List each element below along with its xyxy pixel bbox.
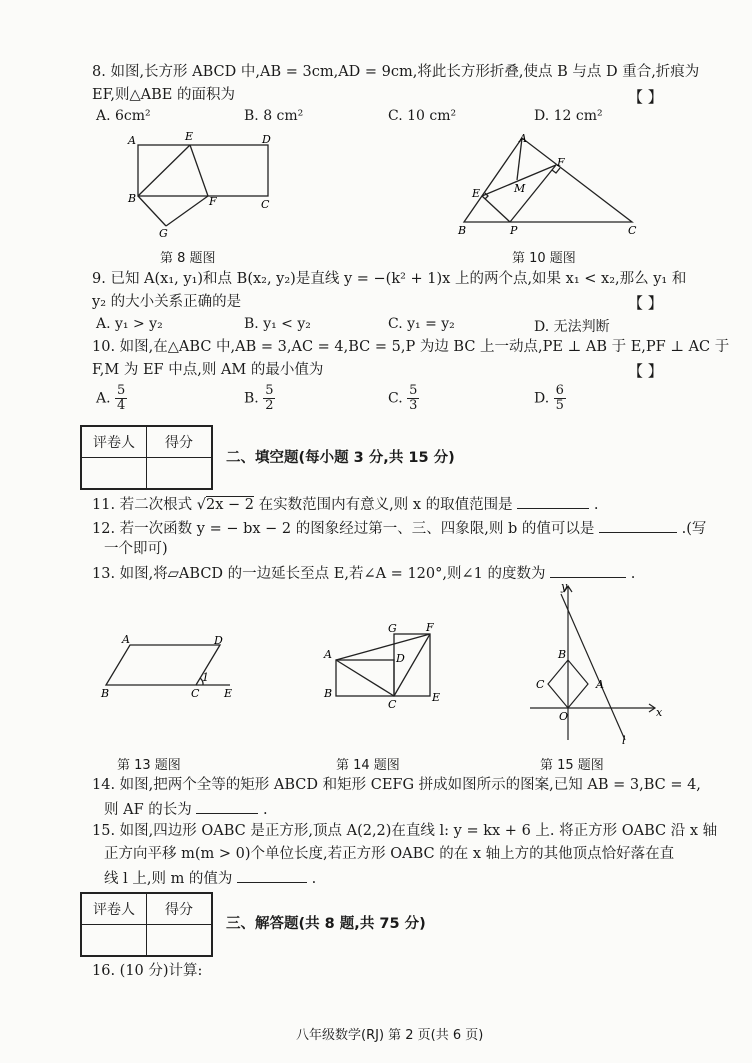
fig10-label-a: A bbox=[519, 132, 527, 145]
q10-option-a-letter: A. bbox=[96, 390, 111, 407]
q9-answer-bracket: 【 】 bbox=[628, 294, 663, 312]
score-box-score-header: 得分 bbox=[147, 427, 212, 458]
fig13-label-d: D bbox=[214, 634, 223, 647]
q8-option-b: B. 8 cm² bbox=[244, 108, 304, 124]
fig14-label-e: E bbox=[432, 691, 441, 704]
q10-option-d-letter: D. bbox=[534, 390, 550, 407]
q10-stem-line2: F,M 为 EF 中点,则 AM 的最小值为 bbox=[92, 362, 324, 378]
q8-option-d: D. 12 cm² bbox=[534, 108, 603, 124]
q15-text: 线 l 上,则 m 的值为 bbox=[104, 871, 233, 887]
q10-option-a-denominator: 4 bbox=[117, 398, 126, 413]
q10-option-b-letter: B. bbox=[244, 390, 259, 407]
fig15-label-a: A bbox=[596, 678, 604, 691]
q13-text: 13. 如图,将▱ABCD 的一边延长至点 E,若∠A = 120°,则∠1 的度数为 bbox=[92, 566, 546, 582]
q8-stem-line2: EF,则△ABE 的面积为 bbox=[92, 87, 235, 103]
figure-8 bbox=[120, 128, 290, 240]
q11-text-pre: 11. 若二次根式 bbox=[92, 497, 193, 513]
q9-stem-line2: y₂ 的大小关系正确的是 bbox=[92, 294, 242, 310]
q10-option-d bbox=[534, 384, 566, 413]
q12-stem-line1 bbox=[92, 518, 706, 538]
q11-stem bbox=[92, 494, 598, 514]
q10-option-d-denominator: 5 bbox=[555, 398, 564, 413]
score-box-reviewer-cell[interactable] bbox=[82, 925, 147, 956]
section-2-heading: 二、填空题(每小题 3 分,共 15 分) bbox=[226, 450, 455, 466]
fig10-label-f: F bbox=[557, 156, 565, 169]
q9-option-a: A. y₁ > y₂ bbox=[96, 316, 163, 332]
fig10-label-b: B bbox=[458, 224, 467, 237]
fig14-caption: 第 14 题图 bbox=[336, 758, 400, 773]
q9-option-c: C. y₁ = y₂ bbox=[388, 316, 455, 332]
q10-option-d-numerator: 6 bbox=[555, 383, 564, 398]
q8-option-c: C. 10 cm² bbox=[388, 108, 457, 124]
section-3-heading: 三、解答题(共 8 题,共 75 分) bbox=[226, 916, 426, 932]
fig14-label-c: C bbox=[388, 698, 397, 710]
fig8-label-d: D bbox=[262, 133, 271, 146]
fig8-label-b: B bbox=[128, 192, 137, 205]
score-box-reviewer-header: 评卷人 bbox=[82, 427, 147, 458]
fig13-label-e: E bbox=[224, 687, 233, 700]
figure-14 bbox=[318, 618, 448, 710]
score-box-reviewer-cell[interactable] bbox=[82, 458, 147, 489]
q9-option-d: D. 无法判断 bbox=[534, 319, 610, 335]
q11-radicand: 2x − 2 bbox=[206, 497, 255, 513]
score-box-section-3 bbox=[80, 892, 213, 957]
q12-text: 12. 若一次函数 y = − bx − 2 的图象经过第一、三、四象限,则 b 的值可以是 bbox=[92, 521, 595, 537]
q8-answer-bracket: 【 】 bbox=[628, 88, 663, 106]
q15-stem-line2: 正方向平移 m(m > 0)个单位长度,若正方形 OABC 的在 x 轴上方的其他顶点恰好落在直 bbox=[104, 846, 675, 862]
fig15-label-b: B bbox=[558, 648, 567, 661]
q10-option-a-fraction bbox=[115, 384, 127, 413]
fig8-label-a: A bbox=[128, 134, 136, 147]
fig8-label-c: C bbox=[261, 198, 270, 211]
fig8-label-g: G bbox=[159, 227, 168, 240]
fig13-label-b: B bbox=[101, 687, 110, 700]
fig14-label-d: D bbox=[396, 652, 405, 665]
q14-text: 则 AF 的长为 bbox=[104, 802, 192, 818]
q11-sqrt: √2x − 2 bbox=[196, 497, 255, 513]
score-box-score-cell[interactable] bbox=[147, 458, 212, 489]
q12-end: .(写 bbox=[681, 521, 707, 537]
q10-option-c-denominator: 3 bbox=[409, 398, 418, 413]
q15-stem-line1: 15. 如图,四边形 OABC 是正方形,顶点 A(2,2)在直线 l: y = kx + 6 上. 将正方形 OABC 沿 x 轴 bbox=[92, 823, 718, 839]
q10-option-c bbox=[388, 384, 419, 413]
fig13-label-a: A bbox=[122, 633, 130, 646]
fig15-label-y: y bbox=[561, 580, 568, 593]
fig14-label-f: F bbox=[426, 621, 434, 634]
q10-stem-line1: 10. 如图,在△ABC 中,AB = 3,AC = 4,BC = 5,P 为边 BC 上一动点,PE ⊥ AB 于 E,PF ⊥ AC 于 bbox=[92, 339, 730, 355]
score-box-reviewer-header: 评卷人 bbox=[82, 894, 147, 925]
score-box-score-header: 得分 bbox=[147, 894, 212, 925]
q15-end: . bbox=[311, 871, 317, 887]
fig14-label-b: B bbox=[324, 687, 333, 700]
q10-option-c-fraction bbox=[407, 384, 419, 413]
fig10-label-m: M bbox=[514, 182, 526, 195]
q14-stem-line1: 14. 如图,把两个全等的矩形 ABCD 和矩形 CEFG 拼成如图所示的图案,已知 AB = 3,BC = 4, bbox=[92, 777, 701, 793]
q16-stem: 16. (10 分)计算: bbox=[92, 963, 203, 979]
score-box-section-2 bbox=[80, 425, 213, 490]
fig8-caption: 第 8 题图 bbox=[160, 251, 216, 266]
fig15-caption: 第 15 题图 bbox=[540, 758, 604, 773]
q8-stem-line1: 8. 如图,长方形 ABCD 中,AB = 3cm,AD = 9cm,将此长方形折叠,使点 B 与点 D 重合,折痕为 bbox=[92, 64, 700, 80]
q11-text-post: 在实数范围内有意义,则 x 的取值范围是 bbox=[258, 497, 513, 513]
fig8-label-e: E bbox=[185, 130, 194, 143]
page-footer: 八年级数学(RJ) 第 2 页(共 6 页) bbox=[296, 1028, 484, 1043]
q10-option-c-letter: C. bbox=[388, 390, 403, 407]
figure-13 bbox=[98, 630, 243, 700]
q8-option-a: A. 6cm² bbox=[96, 108, 151, 124]
q13-end: . bbox=[630, 566, 636, 582]
q10-option-a-numerator: 5 bbox=[117, 383, 126, 398]
q14-stem-line2 bbox=[104, 799, 268, 819]
fig10-caption: 第 10 题图 bbox=[512, 251, 576, 266]
fig10-label-e: E bbox=[472, 187, 481, 200]
q12-answer-blank[interactable] bbox=[599, 518, 677, 533]
fig14-label-a: A bbox=[324, 648, 332, 661]
q10-option-b bbox=[244, 384, 275, 413]
fig13-label-c: C bbox=[191, 687, 200, 700]
figure-15 bbox=[525, 580, 665, 750]
q9-stem-line1: 9. 已知 A(x₁, y₁)和点 B(x₂, y₂)是直线 y = −(k² + 1)x 上的两个点,如果 x₁ < x₂,那么 y₁ 和 bbox=[92, 271, 687, 287]
q15-answer-blank[interactable] bbox=[237, 868, 307, 883]
fig10-label-c: C bbox=[628, 224, 637, 237]
fig14-label-g: G bbox=[388, 622, 397, 635]
fig13-caption: 第 13 题图 bbox=[117, 758, 181, 773]
q10-option-b-numerator: 5 bbox=[265, 383, 274, 398]
q11-end: . bbox=[593, 497, 599, 513]
q10-option-b-fraction bbox=[263, 384, 275, 413]
fig15-label-o: O bbox=[559, 710, 569, 723]
score-box-score-cell[interactable] bbox=[147, 925, 212, 956]
q10-option-c-numerator: 5 bbox=[409, 383, 418, 398]
fig13-label-angle-1: 1 bbox=[202, 671, 209, 684]
fig10-label-p: P bbox=[510, 224, 518, 237]
q10-option-a bbox=[96, 384, 127, 413]
q14-answer-blank[interactable] bbox=[196, 799, 258, 814]
fig15-label-x: x bbox=[656, 706, 663, 719]
q12-stem-line2: 一个即可) bbox=[104, 541, 168, 557]
q13-answer-blank[interactable] bbox=[550, 563, 626, 578]
fig15-label-c: C bbox=[536, 678, 545, 691]
fig15-label-l: l bbox=[622, 734, 626, 747]
q11-answer-blank[interactable] bbox=[517, 494, 589, 509]
q10-option-b-denominator: 2 bbox=[265, 398, 274, 413]
fig8-label-f: F bbox=[209, 195, 217, 208]
q9-option-b: B. y₁ < y₂ bbox=[244, 316, 311, 332]
figure-10 bbox=[452, 130, 642, 240]
q10-option-d-fraction bbox=[554, 384, 566, 413]
q14-end: . bbox=[262, 802, 268, 818]
q15-stem-line3 bbox=[104, 868, 316, 888]
q10-answer-bracket: 【 】 bbox=[628, 362, 663, 380]
